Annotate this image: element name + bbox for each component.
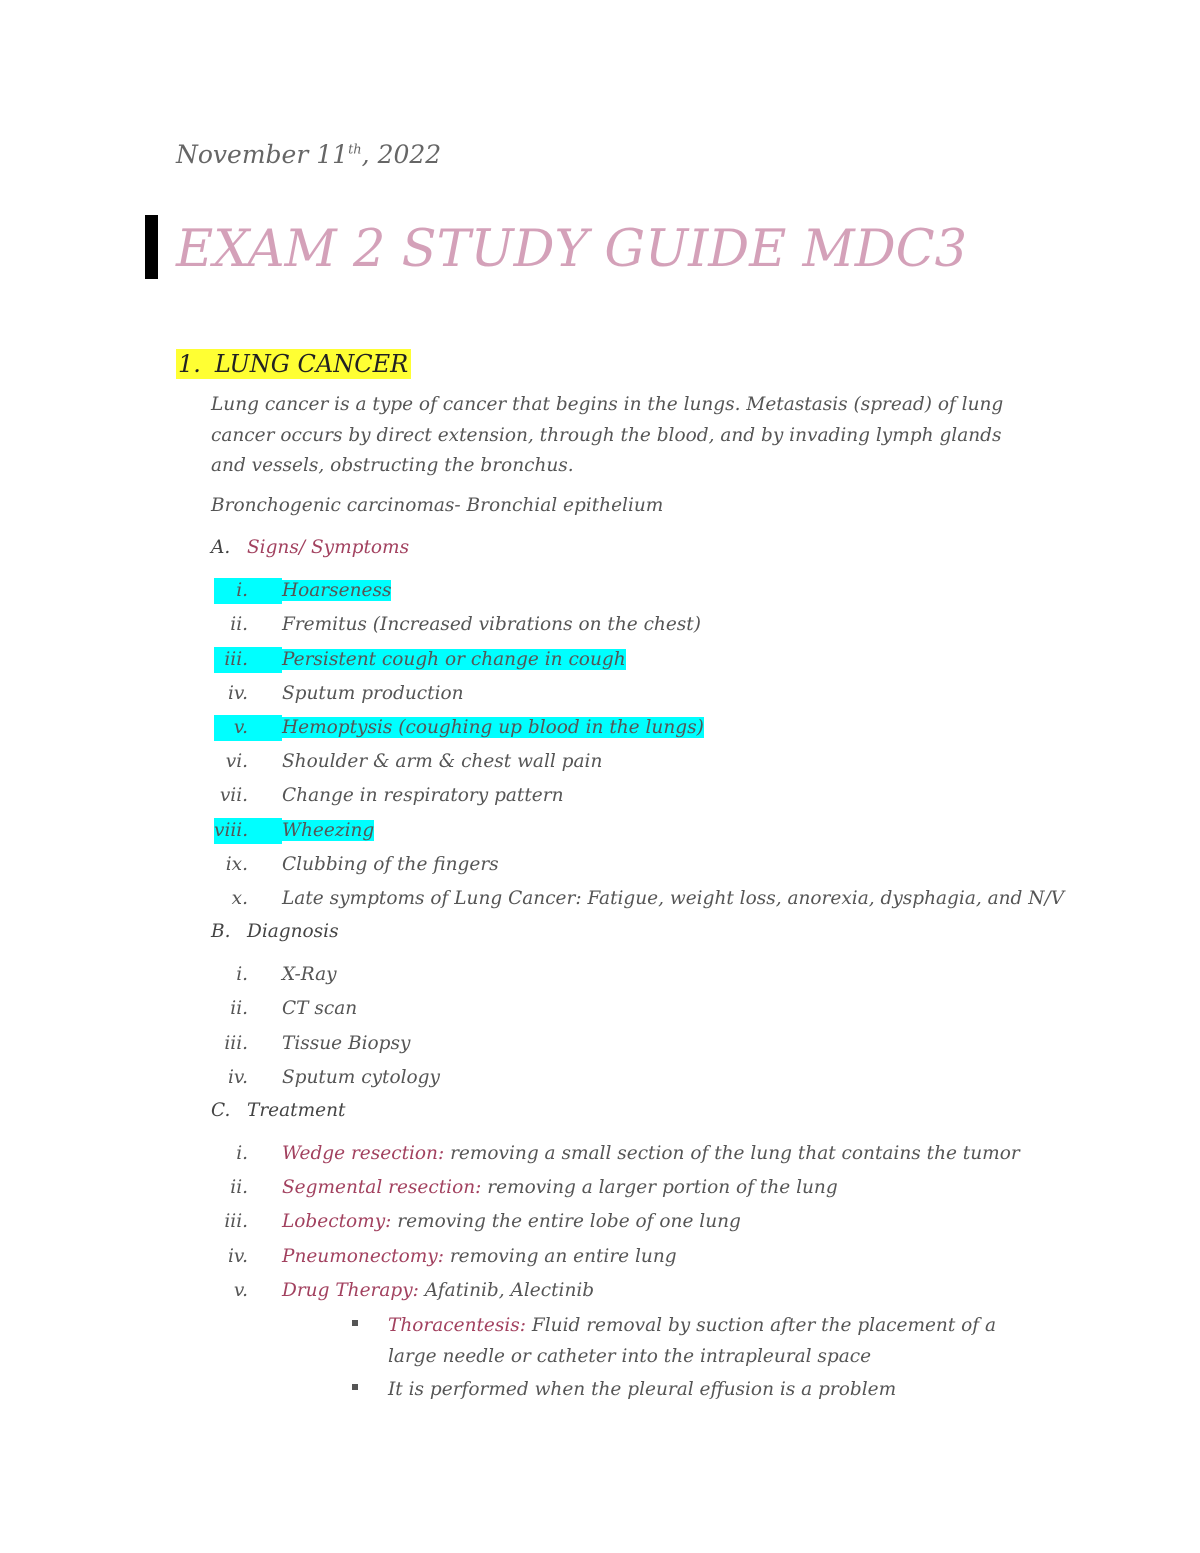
list-item-number: vi.: [225, 751, 248, 772]
bullet-item: [352, 1374, 1032, 1405]
list-item-number: vii.: [219, 785, 248, 806]
subsection-title: Signs/ Symptoms: [247, 537, 410, 558]
list-item-number: ii.: [230, 1177, 248, 1198]
list-item-text: [282, 751, 602, 772]
list-item-number: v.: [214, 715, 282, 741]
list-item-body: Late symptoms of Lung Cancer: Fatigue, weight loss, anorexia, dysphagia, and N/V: [282, 888, 1065, 909]
list-item-body: Wheezing: [282, 820, 375, 841]
list-item-body: X-Ray: [282, 964, 337, 985]
list-item: [214, 647, 626, 673]
bullet-term: Thoracentesis:: [388, 1315, 527, 1336]
intro-paragraph: Lung cancer is a type of cancer that begins in the lungs. Metastasis (spread) of lung cancer occurs by direct extension, through the blood, and by invading lymph glands and vessels, obstructing the bronchus.: [211, 394, 1004, 476]
list-item-term: Drug Therapy:: [282, 1280, 419, 1301]
list-item-text: [282, 1211, 741, 1232]
title-accent-bar: [145, 215, 158, 279]
list-item-number: x.: [231, 888, 248, 909]
list-item-text: [282, 1280, 594, 1301]
list-item: [214, 681, 464, 707]
subsection-signs: [211, 534, 409, 562]
list-item-body: Sputum cytology: [282, 1067, 440, 1088]
list-item: [214, 1031, 410, 1057]
list-item: [214, 1278, 594, 1304]
list-item-number: viii.: [214, 818, 282, 844]
list-item-number: ii.: [230, 614, 248, 635]
bullet-text: [388, 1310, 1032, 1372]
document-title: EXAM 2 STUDY GUIDE MDC3: [176, 220, 968, 279]
list-item-body: removing a small section of the lung that contains the tumor: [444, 1143, 1020, 1164]
subsection-letter: B.: [211, 921, 231, 942]
list-item-number: i.: [236, 964, 248, 985]
list-item-body: removing an entire lung: [443, 1246, 677, 1267]
list-item: [214, 783, 564, 809]
list-item-text: [282, 1246, 677, 1267]
list-item-number: iv.: [227, 683, 248, 704]
list-item-body: CT scan: [282, 998, 358, 1019]
list-item-body: Clubbing of the fingers: [282, 854, 499, 875]
list-item-term: Segmental resection:: [282, 1177, 482, 1198]
section-number: 1.: [178, 350, 201, 378]
list-item-number: i.: [236, 1143, 248, 1164]
list-item: [214, 886, 1064, 912]
list-item-body: Shoulder & arm & chest wall pain: [282, 751, 603, 772]
subsection-treatment: [211, 1097, 345, 1125]
list-item: [214, 749, 602, 775]
section-heading: [176, 349, 411, 379]
list-item: [214, 1141, 1020, 1167]
list-item-text: [282, 820, 374, 841]
subsection-diagnosis: [211, 918, 339, 946]
list-item-text: [282, 1067, 440, 1088]
list-item-text: [282, 580, 391, 601]
list-item-body: Persistent cough or change in cough: [282, 649, 626, 670]
list-item-number: iv.: [227, 1246, 248, 1267]
bullet-body: It is performed when the pleural effusion is a problem: [388, 1379, 897, 1400]
list-item: [214, 715, 704, 741]
list-item-text: [282, 1143, 1020, 1164]
list-item-number: iii.: [224, 1033, 248, 1054]
list-item-term: Lobectomy:: [282, 1211, 392, 1232]
list-item-text: [282, 1033, 410, 1054]
list-item-body: Fremitus (Increased vibrations on the chest): [282, 614, 701, 635]
list-item: [214, 1244, 677, 1270]
list-item-text: [282, 785, 564, 806]
bullet-body: Fluid removal by suction after the placement of a large needle or catheter into the intrapleural space: [388, 1315, 997, 1367]
list-item: [214, 612, 701, 638]
list-item-term: Pneumonectomy:: [282, 1246, 444, 1267]
section-title: LUNG CANCER: [214, 350, 409, 378]
square-bullet-icon: [352, 1384, 358, 1390]
list-item-term: Wedge resection:: [282, 1143, 445, 1164]
list-item-text: [282, 998, 357, 1019]
list-item-text: [282, 614, 701, 635]
square-bullet-icon: [352, 1320, 358, 1326]
list-item-text: [282, 717, 704, 738]
subsection-title: Treatment: [247, 1100, 346, 1121]
list-item-body: Tissue Biopsy: [282, 1033, 411, 1054]
subsection-title: Diagnosis: [247, 921, 339, 942]
list-item: [214, 1209, 741, 1235]
list-item-text: [282, 649, 626, 670]
subsection-letter: C.: [211, 1100, 231, 1121]
list-item-body: Hemoptysis (coughing up blood in the lungs): [282, 717, 704, 738]
list-item-text: [282, 1177, 838, 1198]
list-item-body: Sputum production: [282, 683, 464, 704]
list-item: [214, 962, 337, 988]
list-item-body: removing a larger portion of the lung: [481, 1177, 838, 1198]
document-date: November 11th, 2022: [176, 140, 442, 169]
bullet-item: [352, 1310, 1032, 1372]
bullet-text: [388, 1374, 1032, 1405]
list-item-number: iv.: [227, 1067, 248, 1088]
list-item: [214, 1175, 838, 1201]
list-item: [214, 578, 391, 604]
list-item-number: iii.: [224, 1211, 248, 1232]
list-item-number: ix.: [225, 854, 248, 875]
list-item-body: Change in respiratory pattern: [282, 785, 564, 806]
list-item-text: [282, 964, 337, 985]
list-item: [214, 1065, 440, 1091]
subsection-letter: A.: [211, 537, 231, 558]
list-item-number: iii.: [214, 647, 282, 673]
list-item-number: v.: [233, 1280, 248, 1301]
list-item-text: [282, 854, 499, 875]
list-item-text: [282, 683, 464, 704]
list-item-body: Afatinib, Alectinib: [418, 1280, 595, 1301]
list-item-body: removing the entire lobe of one lung: [391, 1211, 741, 1232]
list-item: [214, 818, 374, 844]
list-item-text: [282, 888, 1064, 909]
list-item-number: i.: [214, 578, 282, 604]
list-item: [214, 852, 499, 878]
list-item-body: Hoarseness: [282, 580, 392, 601]
list-item-number: ii.: [230, 998, 248, 1019]
list-item: [214, 996, 357, 1022]
bronchogenic-paragraph: Bronchogenic carcinomas- Bronchial epithelium: [211, 495, 664, 516]
